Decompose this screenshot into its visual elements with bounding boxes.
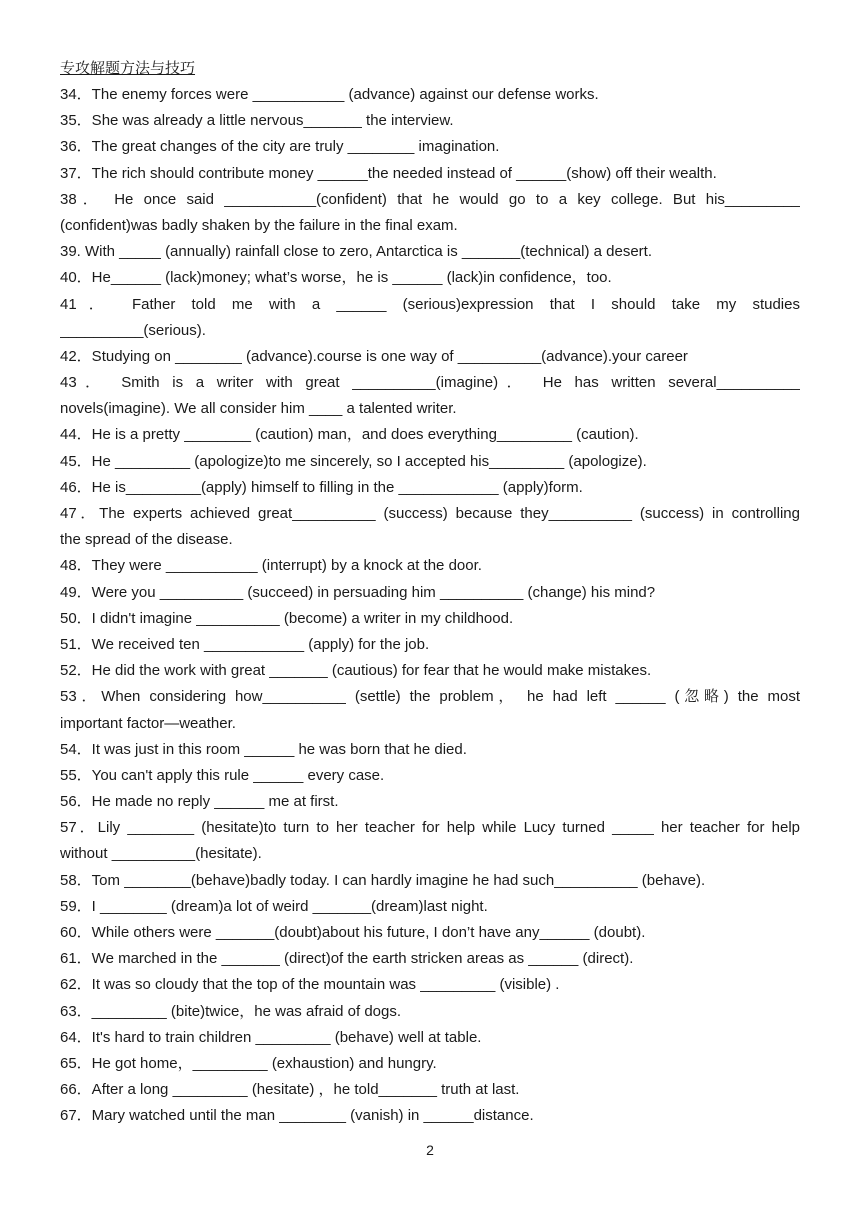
exercise-line: without __________(hesitate). [60,845,262,863]
exercise-line: 48．They were ___________ (interrupt) by a knock at the door. [60,557,482,575]
page-number: 2 [426,1142,434,1158]
exercise-line: 66．After a long _________ (hesitate) ，he told_______ truth at last. [60,1081,520,1099]
exercise-line: 50．I didn't imagine __________ (become) a writer in my childhood. [60,609,514,627]
exercise-line: 67．Mary watched until the man ________ (vanish) in ______distance. [60,1107,534,1125]
exercise-line: 38． He once said ___________(confident) that he would go to a key college. But his_________ [60,190,800,208]
exercise-list [60,82,800,1130]
exercise-line: __________(serious). [60,321,206,339]
exercise-line: 40．He______ (lack)money; what’s worse，he is ______ (lack)in confidence，too. [60,269,612,287]
exercise-line: 62．It was so cloudy that the top of the mountain was _________ (visible) . [60,976,560,994]
exercise-line: important factor—weather. [60,714,236,732]
exercise-line: 59．I ________ (dream)a lot of weird _______(dream)last night. [60,897,488,915]
exercise-line: 55．You can't apply this rule ______ every case. [60,766,385,784]
exercise-line: 37．The rich should contribute money ______the needed instead of ______(show) off their wealth. [60,164,717,182]
exercise-line: 63．_________ (bite)twice，he was afraid of dogs. [60,1002,402,1020]
exercise-line: 64．It's hard to train children _________ (behave) well at table. [60,1028,482,1046]
exercise-line: 54．It was just in this room ______ he was born that he died. [60,740,467,758]
exercise-line: novels(imagine). We all consider him ____ a talented writer. [60,400,457,418]
exercise-line: 39. With _____ (annually) rainfall close to zero, Antarctica is _______(technical) a desert. [60,243,652,261]
exercise-line: 58．Tom ________(behave)badly today. I can hardly imagine he had such__________ (behave). [60,871,706,889]
exercise-line: (confident)was badly shaken by the failure in the final exam. [60,216,458,234]
exercise-line: 53．When considering how__________ (settle) the problem， he had left ______ (忽略) the most [60,688,800,706]
exercise-line: 57．Lily ________ (hesitate)to turn to her teacher for help while Lucy turned _____ her teacher for help [60,819,800,837]
exercise-line: 45．He _________ (apologize)to me sincerely, so I accepted his_________ (apologize). [60,452,647,470]
exercise-line: 47．The experts achieved great__________ (success) because they__________ (success) in controlling [60,505,800,522]
exercise-line: 46．He is_________(apply) himself to filling in the ____________ (apply)form. [60,478,583,496]
exercise-line: 65．He got home，_________ (exhaustion) and hungry. [60,1054,437,1072]
exercise-line: 56．He made no reply ______ me at first. [60,793,339,811]
exercise-line: 61．We marched in the _______ (direct)of the earth stricken areas as ______ (direct). [60,950,634,968]
exercise-line: 60．While others were _______(doubt)about his future, I don’t have any______ (doubt). [60,924,646,941]
exercise-line: 51．We received ten ____________ (apply) for the job. [60,635,430,653]
exercise-line: 34．The enemy forces were ___________ (advance) against our defense works. [60,86,599,103]
exercise-line: 43． Smith is a writer with great __________(imagine)． He has written several__________ [60,374,800,392]
exercise-line: the spread of the disease. [60,531,233,549]
exercise-line: 42．Studying on ________ (advance).course is one way of __________(advance).your career [60,347,688,365]
document-page [60,56,800,1130]
exercise-line: 49．Were you __________ (succeed) in persuading him __________ (change) his mind? [60,583,656,601]
exercise-line: 41． Father told me with a ______ (serious)expression that I should take my studies [60,295,800,313]
section-header: 专攻解题方法与技巧 [60,60,196,77]
exercise-line: 36．The great changes of the city are truly ________ imagination. [60,138,500,156]
exercise-line: 44．He is a pretty ________ (caution) man，and does everything_________ (caution). [60,426,639,444]
exercise-line: 52．He did the work with great _______ (cautious) for fear that he would make mistakes. [60,662,652,680]
exercise-line: 35．She was already a little nervous_______ the interview. [60,112,454,130]
